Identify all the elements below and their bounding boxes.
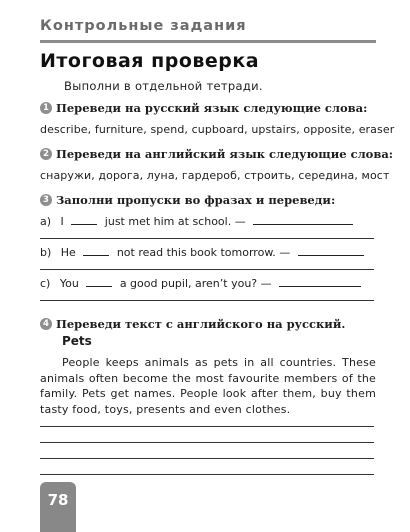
text-title: Pets bbox=[62, 334, 92, 348]
task-4-heading bbox=[40, 317, 345, 331]
exercise-b bbox=[40, 245, 364, 259]
exercise-b-before: He bbox=[60, 246, 76, 259]
exercise-a-answer-line-2[interactable] bbox=[40, 238, 374, 239]
task-2-number: 2 bbox=[40, 148, 52, 160]
text-paragraph: People keeps animals as pets in all countries. These animals often become the most favourite members of the family. Pets get names. People look after them, buy them tasty food, toys, presents and even clothes. bbox=[40, 356, 376, 416]
header-rule bbox=[40, 40, 376, 43]
task-3-heading-text: Заполни пропуски во фразах и переведи: bbox=[56, 193, 336, 207]
translation-line-3[interactable] bbox=[40, 458, 374, 459]
exercise-c-before: You bbox=[59, 277, 79, 290]
task-4-heading-text: Переведи текст с английского на русский. bbox=[56, 317, 346, 331]
task-2-words: снаружи, дорога, луна, гардероб, строить, середина, мост bbox=[40, 169, 390, 182]
exercise-a bbox=[40, 214, 353, 228]
task-2-heading bbox=[40, 147, 393, 161]
task-2-heading-text: Переведи на английский язык следующие слова: bbox=[56, 147, 394, 161]
page-title: Итоговая проверка bbox=[40, 50, 260, 72]
task-1-number: 1 bbox=[40, 102, 52, 114]
exercise-c-after: a good pupil, aren’t you? — bbox=[119, 277, 272, 290]
exercise-b-answer-line[interactable] bbox=[298, 245, 364, 256]
exercise-c-answer-line[interactable] bbox=[279, 276, 361, 287]
exercise-c bbox=[40, 276, 361, 290]
exercise-a-answer-line[interactable] bbox=[253, 214, 353, 225]
section-header: Контрольные задания bbox=[40, 18, 247, 34]
translation-line-1[interactable] bbox=[40, 426, 374, 427]
translation-line-4[interactable] bbox=[40, 474, 374, 475]
exercise-b-label: b) bbox=[40, 246, 52, 259]
task-1-heading-text: Переведи на русский язык следующие слова: bbox=[56, 101, 368, 115]
exercise-b-gap[interactable] bbox=[83, 245, 109, 256]
exercise-a-after: just met him at school. — bbox=[104, 215, 246, 228]
task-1-words: describe, furniture, spend, cupboard, upstairs, opposite, eraser bbox=[40, 123, 395, 136]
exercise-c-answer-line-2[interactable] bbox=[40, 300, 374, 301]
page-number: 78 bbox=[47, 491, 69, 509]
task-3-number: 3 bbox=[40, 194, 52, 206]
exercise-a-label: a) bbox=[40, 215, 52, 228]
task-3-heading bbox=[40, 193, 335, 207]
exercise-a-before: I bbox=[60, 215, 64, 228]
page-number-tab bbox=[40, 482, 76, 532]
exercise-b-after: not read this book tomorrow. — bbox=[116, 246, 291, 259]
exercise-c-gap[interactable] bbox=[86, 276, 112, 287]
intro-text: Выполни в отдельной тетради. bbox=[64, 79, 263, 93]
exercise-b-answer-line-2[interactable] bbox=[40, 269, 374, 270]
task-1-heading bbox=[40, 101, 367, 115]
task-4-number: 4 bbox=[40, 318, 52, 330]
exercise-c-label: c) bbox=[40, 277, 51, 290]
translation-line-2[interactable] bbox=[40, 442, 374, 443]
exercise-a-gap[interactable] bbox=[71, 214, 97, 225]
